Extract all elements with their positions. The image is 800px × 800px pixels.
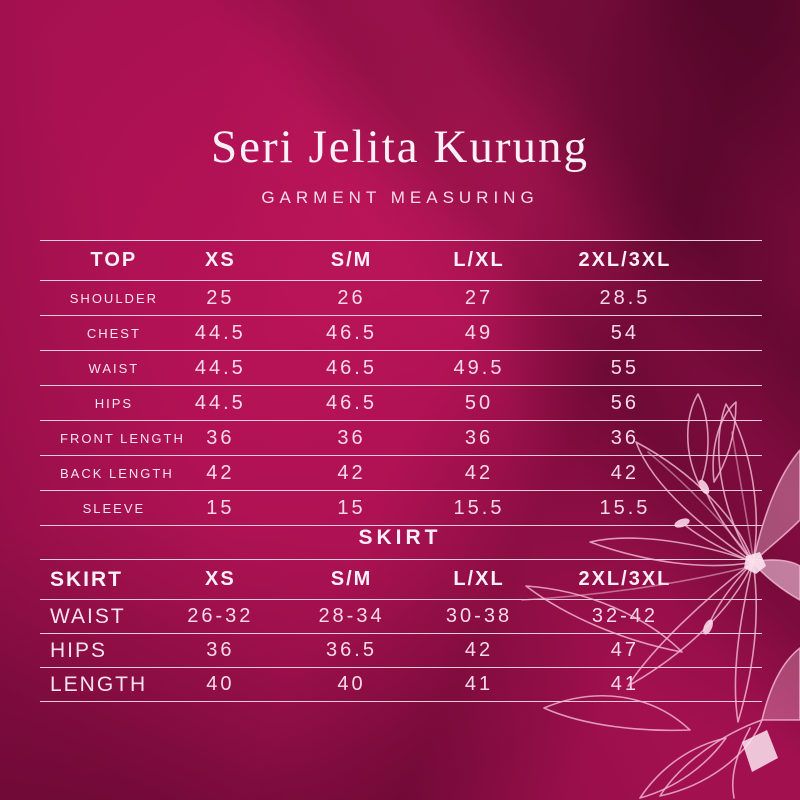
header-cell: 2XL/3XL (578, 568, 672, 590)
header-cell: XS (205, 249, 236, 271)
value-cell: 50 (464, 391, 494, 414)
row-label: SHOULDER (69, 290, 159, 306)
value-cell: 40 (206, 673, 235, 695)
value-cell: 47 (610, 639, 640, 661)
table-row (40, 420, 762, 455)
lily-stem (733, 728, 750, 798)
value-cell: 36 (206, 639, 235, 661)
table-row (40, 350, 762, 385)
lily-petal-lower (762, 648, 800, 720)
value-cell: 46.5 (326, 321, 377, 344)
table-row (40, 385, 762, 420)
value-cell: 30-38 (445, 605, 513, 627)
value-cell: 28.5 (599, 286, 651, 309)
value-cell: 28-34 (318, 605, 385, 627)
value-cell: 15.5 (453, 496, 505, 519)
table-row (40, 455, 762, 490)
lily-bright-petal (742, 730, 778, 772)
top-size-table (40, 240, 762, 526)
value-cell: 56 (610, 391, 640, 414)
table-row (40, 633, 762, 667)
skirt-section-title: SKIRT (358, 526, 442, 549)
header-cell: S/M (330, 249, 373, 271)
row-label: SLEEVE (82, 500, 146, 516)
row-label: WAIST (88, 360, 140, 376)
value-cell: 49 (464, 321, 494, 344)
value-cell: 42 (464, 639, 494, 661)
value-cell: 15 (337, 496, 366, 519)
value-cell: 36 (337, 426, 366, 449)
value-cell: 46.5 (326, 391, 377, 414)
skirt-size-table (40, 559, 762, 702)
value-cell: 32-42 (591, 605, 658, 627)
value-cell: 25 (206, 286, 235, 309)
value-cell: 42 (206, 461, 235, 484)
value-cell: 49.5 (453, 356, 505, 379)
value-cell: 15 (206, 496, 235, 519)
value-cell: 26-32 (187, 605, 254, 627)
value-cell: 44.5 (194, 321, 246, 344)
value-cell: 55 (610, 356, 640, 379)
value-cell: 42 (337, 461, 366, 484)
page-subtitle: GARMENT MEASURING (261, 188, 539, 207)
value-cell: 41 (610, 673, 640, 695)
value-cell: 36 (206, 426, 235, 449)
value-cell: 36 (464, 426, 494, 449)
header-cell: 2XL/3XL (578, 249, 672, 271)
header-cell: SKIRT (50, 567, 123, 591)
table-header-row (40, 240, 762, 280)
header-cell: L/XL (453, 568, 505, 590)
row-label: BACK LENGTH (60, 465, 174, 481)
value-cell: 36.5 (326, 639, 377, 661)
value-cell: 41 (464, 673, 494, 695)
value-cell: 27 (464, 286, 494, 309)
value-cell: 44.5 (194, 356, 246, 379)
lily-petal-lower (660, 720, 762, 796)
header-cell: L/XL (453, 249, 505, 271)
row-label: WAIST (50, 604, 126, 628)
value-cell: 36 (610, 426, 640, 449)
header-cell: S/M (330, 568, 373, 590)
row-label: HIPS (50, 638, 108, 662)
value-cell: 46.5 (326, 356, 377, 379)
table-row (40, 280, 762, 315)
table-header-row (40, 559, 762, 599)
table-row (40, 315, 762, 350)
row-label: LENGTH (50, 672, 148, 696)
value-cell: 54 (610, 321, 640, 344)
header-cell: TOP (90, 249, 138, 271)
row-label: FRONT LENGTH (60, 430, 185, 446)
value-cell: 42 (464, 461, 494, 484)
value-cell: 40 (337, 673, 366, 695)
table-row (40, 667, 762, 701)
value-cell: 44.5 (194, 391, 246, 414)
value-cell: 26 (337, 286, 366, 309)
lily-leaf (640, 738, 726, 798)
page-title: Seri Jelita Kurung (211, 121, 589, 173)
table-row (40, 599, 762, 633)
value-cell: 15.5 (599, 496, 651, 519)
row-label: HIPS (94, 395, 134, 411)
row-label: CHEST (86, 325, 141, 341)
header-cell: XS (205, 568, 236, 590)
value-cell: 42 (610, 461, 640, 484)
